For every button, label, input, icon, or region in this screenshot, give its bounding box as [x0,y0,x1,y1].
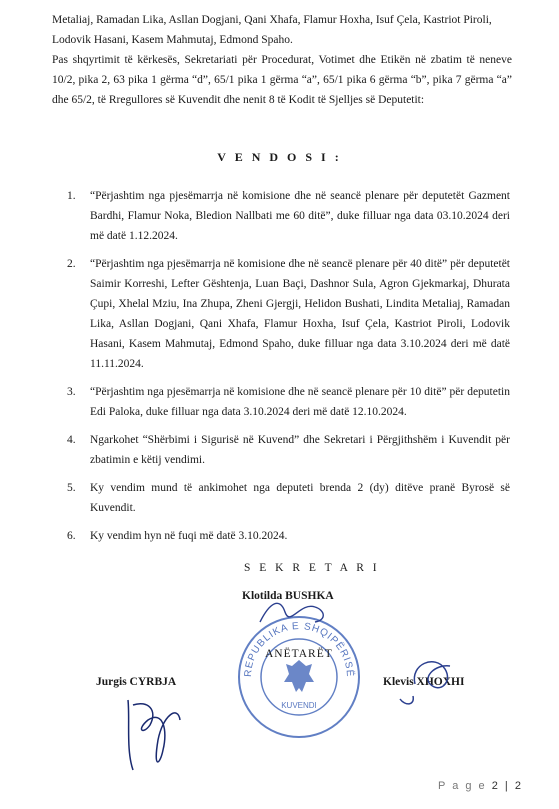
page-footer [438,780,523,792]
item-text: Ky vendim mund të ankimohet nga deputeti brenda 2 (dy) ditëve pranë Byrosë së Kuvendit. [90,482,510,514]
stamp-inner-text: KUVENDI [281,701,317,710]
item-number: 3. [67,386,76,398]
member-left-signature [108,680,198,780]
page-label: P a g e [438,780,487,792]
decision-item [52,186,510,246]
member-left-name: Jurgis CYRBJA [96,676,177,688]
decision-item [52,526,510,546]
item-number: 4. [67,434,76,446]
item-number: 1. [67,190,76,202]
item-text: Ngarkohet “Shërbimi i Sigurisë në Kuvend” dhe Sekretari i Përgjithshëm i Kuvendit për zbatimin e këtij vendimi. [90,434,510,466]
decision-heading: V E N D O S I : [217,150,342,164]
item-number: 6. [67,530,76,542]
item-number: 2. [67,258,76,270]
decision-list [52,186,510,554]
item-text: “Përjashtim nga pjesëmarrja në komisione dhe në seancë plenare për deputetët Gazment Bardhi, Flamur Noka, Bledion Nallbati me 60 ditë”, duke filluar nga data 03.10.2024 deri më datë 1.12.2024. [90,190,510,242]
decision-item [52,382,510,422]
page-number: 2 | 2 [491,780,523,792]
secretariat-paragraph: Pas shqyrtimit të kërkesës, Sekretariati për Procedurat, Votimet dhe Etikën në zbatim të neneve 10/2, pika 2, 63 pika 1 gërma “d”, 65/1 pika 1 gërma “a”, 65/1 pika 6 gërma “b”, pika 7 gërma “a” dhe 65/2, të Rregullores së Kuvendit dhe nenit 8 të Kodit të Sjelljes së Deputetit: [52,54,512,106]
stamp-outer-text: REPUBLIKA E SHQIPËRISË [242,620,356,678]
secretary-name: Klotilda BUSHKA [242,590,334,602]
member-right-signature [385,644,475,714]
names-continuation: Metaliaj, Ramadan Lika, Asllan Dogjani, Qani Xhafa, Flamur Hoxha, Isuf Çela, Kastriot Piroli, Lodovik Hasani, Kasem Mahmutaj, Edmond Spaho. [52,14,492,46]
item-text: “Përjashtim nga pjesëmarrja në komisione dhe në seancë plenare për 10 ditë” për deputetin Edi Paloka, duke filluar nga data 3.10.2024 deri më datë 12.10.2024. [90,386,510,418]
decision-item [52,478,510,518]
item-number: 5. [67,482,76,494]
secretary-signature [255,592,335,632]
members-title: ANËTARËT [265,648,333,660]
item-text: “Përjashtim nga pjesëmarrja në komisione dhe në seancë plenare për 40 ditë” për deputetët Saimir Korreshi, Lefter Gështenja, Luan Baçi, Dashnor Sula, Agron Gjekmarkaj, Dhurata Çupi, Xhelal Mziu, Ina Zhupa, Zheni Gjergji, Helidon Bushati, Lindita Metaliaj, Ramadan Lika, Asllan Dogjani, Qani Xhafa, Flamur Hoxha, Isuf Çela, Kastriot Piroli, Lodovik Hasani, Kasem Mahmutaj, Edmond Spaho, duke filluar nga data 3.10.2024 deri më datë 11.11.2024. [90,258,510,370]
item-text: Ky vendim hyn në fuqi më datë 3.10.2024. [90,530,288,542]
secretary-title: S E K R E T A R I [244,562,380,574]
decision-item [52,430,510,470]
member-right-name: Klevis XHOXHI [383,676,465,688]
decision-item [52,254,510,374]
